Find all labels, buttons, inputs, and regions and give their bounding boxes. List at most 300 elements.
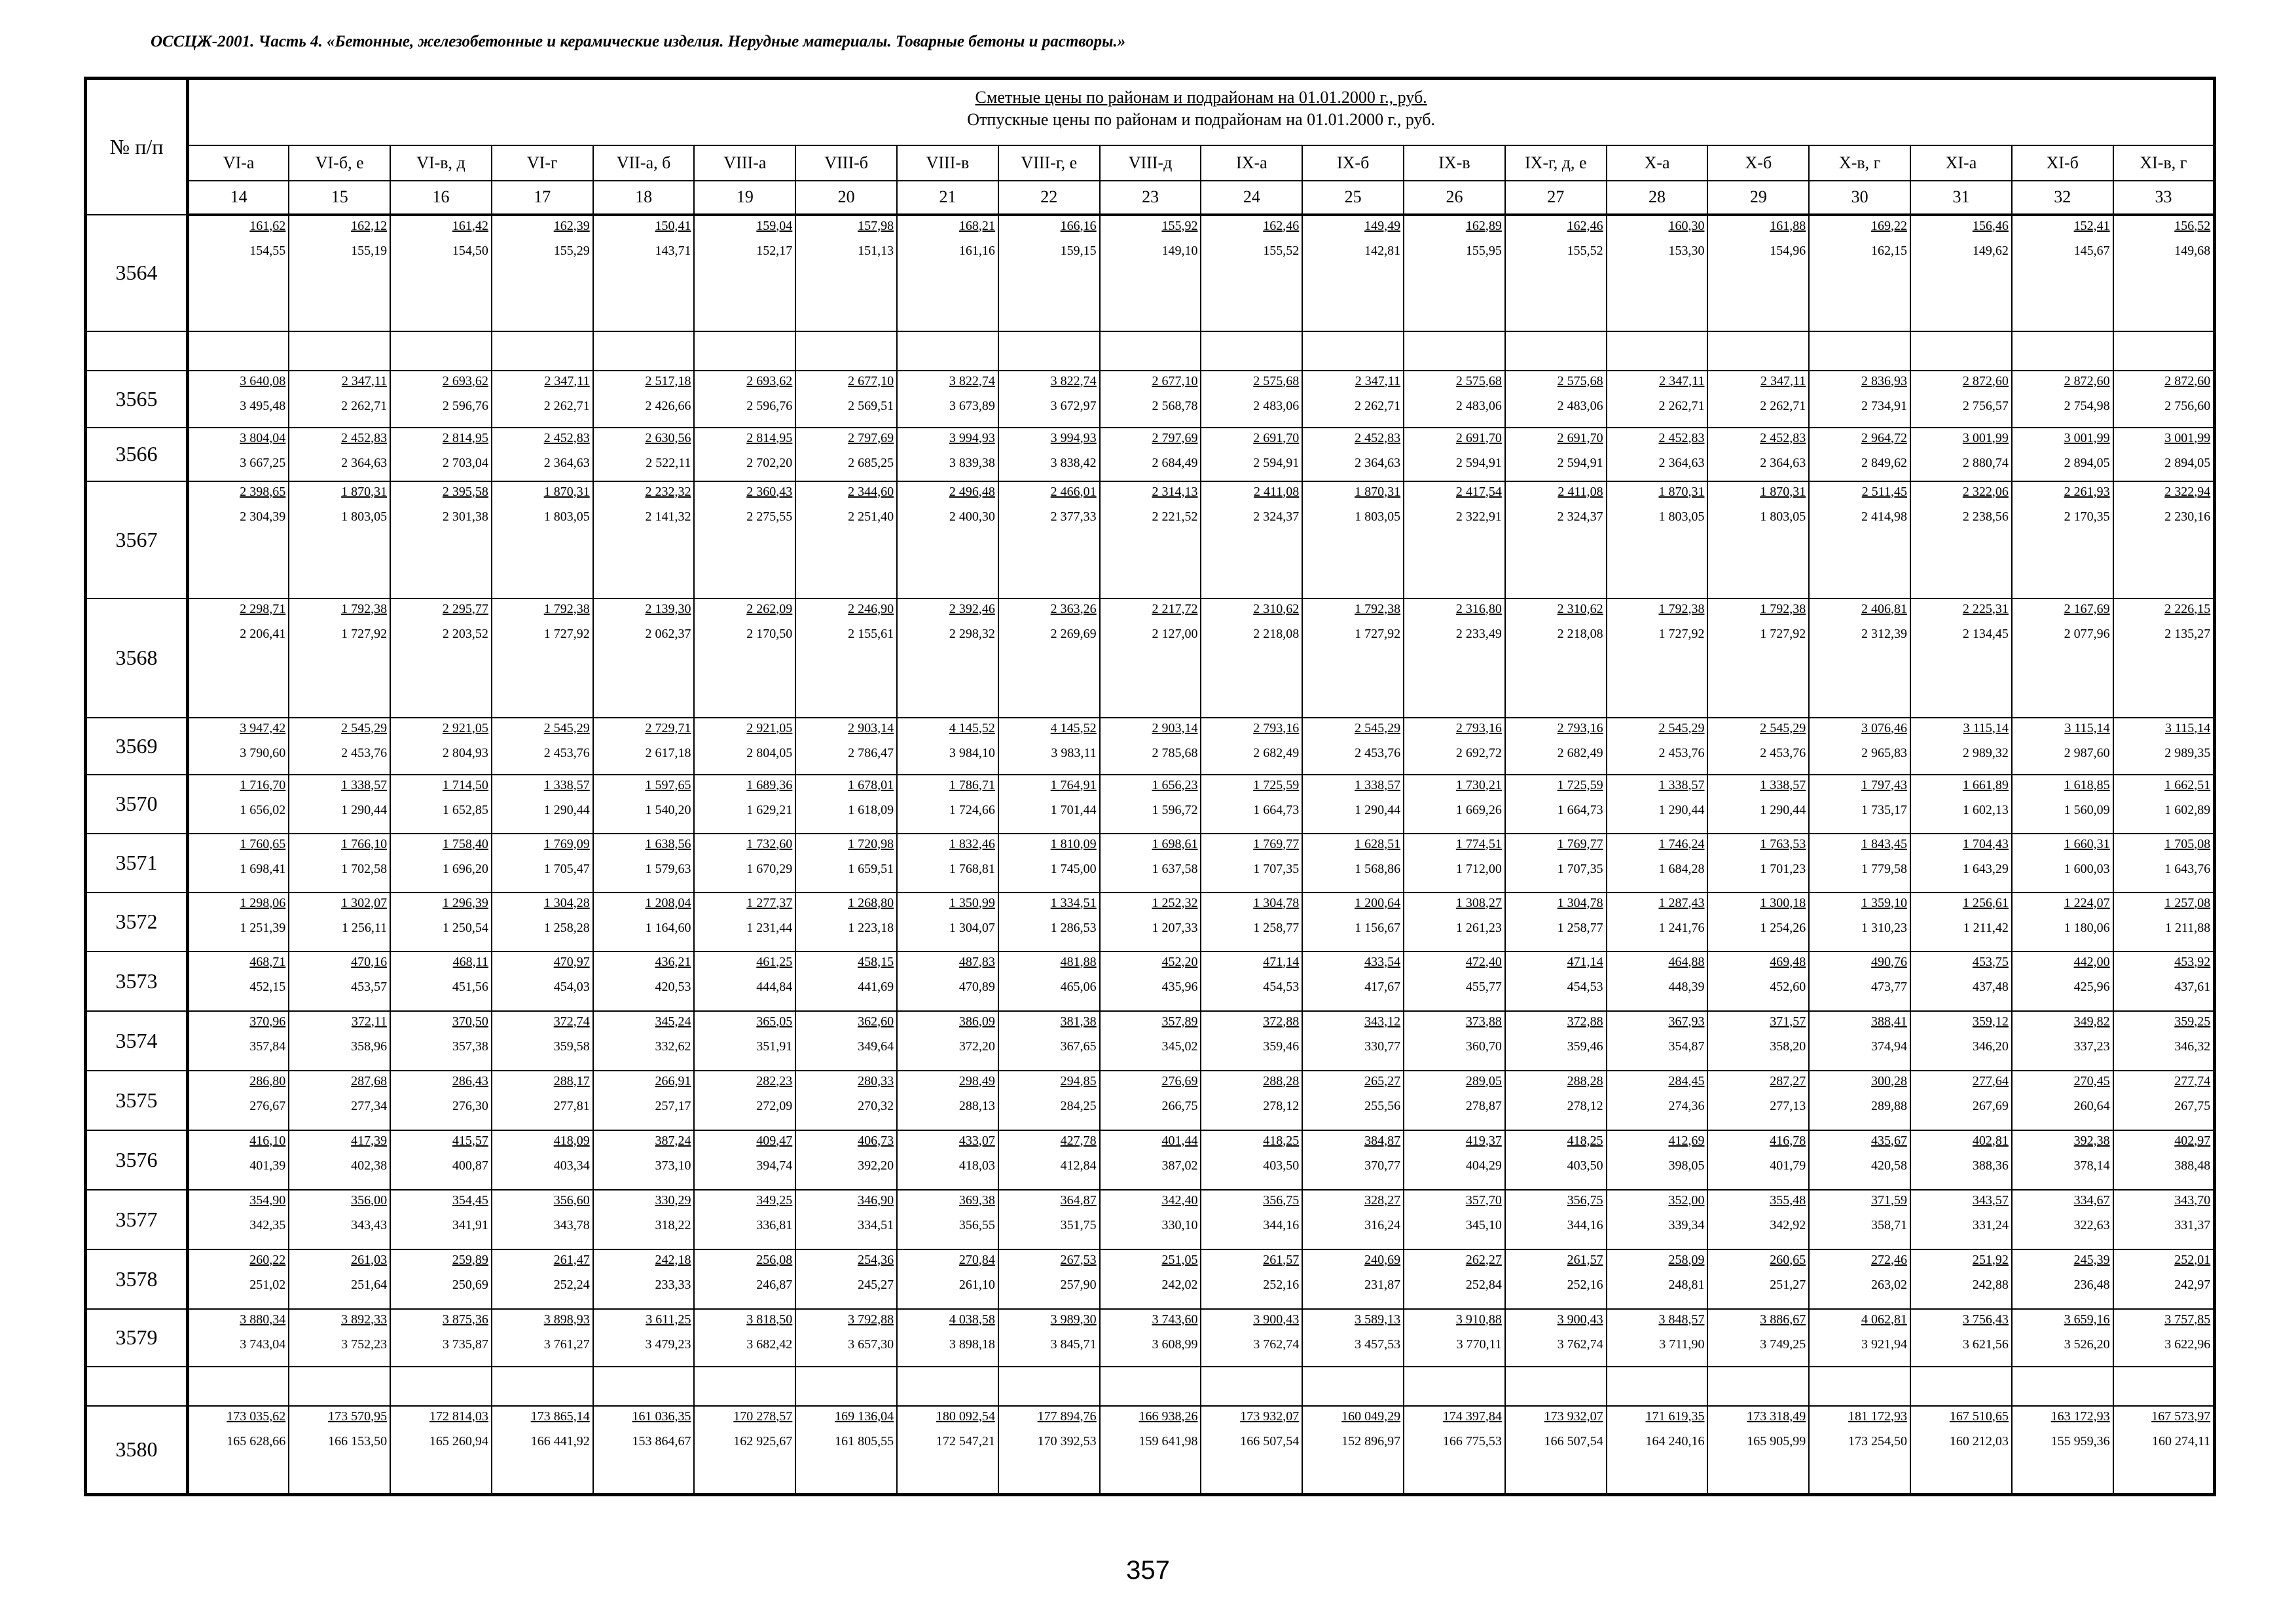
table-row	[86, 428, 2215, 481]
release-price: 392,20	[858, 1158, 894, 1173]
estimated-price: 159,04	[756, 218, 793, 233]
release-price: 2 987,60	[2064, 745, 2110, 760]
release-price: 1 207,33	[1152, 920, 1198, 935]
price-cell	[1201, 599, 1302, 718]
release-price: 3 838,42	[1050, 455, 1097, 470]
price-cell	[1505, 215, 1607, 331]
estimated-price: 3 900,43	[1557, 1312, 1603, 1327]
estimated-price: 286,80	[249, 1073, 286, 1088]
price-cell	[1404, 1130, 1505, 1190]
price-cell	[1100, 428, 1201, 481]
estimated-price: 155,92	[1161, 218, 1198, 233]
estimated-price: 1 338,57	[1355, 777, 1401, 792]
row-number: 3573	[86, 951, 188, 1011]
estimated-price: 1 725,59	[1557, 777, 1603, 792]
price-cell	[897, 1130, 998, 1190]
estimated-price: 1 810,09	[1050, 836, 1097, 851]
release-price: 3 622,96	[2164, 1337, 2211, 1352]
release-price: 1 707,35	[1557, 861, 1603, 876]
region-header: X-в, г	[1809, 145, 1910, 181]
price-cell	[1404, 428, 1505, 481]
price-cell	[1910, 1071, 2012, 1130]
release-price: 1 290,44	[1658, 802, 1705, 817]
estimated-price: 343,70	[2174, 1192, 2211, 1208]
estimated-price: 2 793,16	[1455, 720, 1502, 735]
release-price: 3 735,87	[442, 1337, 488, 1352]
estimated-price: 1 656,23	[1152, 777, 1198, 792]
release-price: 1 258,28	[543, 920, 590, 935]
estimated-price: 172 814,03	[429, 1409, 488, 1424]
release-price: 1 540,20	[645, 802, 691, 817]
estimated-price: 370,50	[452, 1014, 488, 1029]
release-price: 288,13	[958, 1098, 995, 1113]
release-price: 242,02	[1161, 1277, 1198, 1292]
release-price: 3 770,11	[1456, 1337, 1502, 1352]
estimated-price: 2 575,68	[1455, 373, 1502, 388]
release-price: 373,10	[655, 1158, 691, 1173]
price-cell	[795, 1190, 897, 1249]
release-price: 2 880,74	[1962, 455, 2009, 470]
estimated-price: 402,97	[2174, 1133, 2211, 1148]
price-cell	[1201, 1011, 1302, 1071]
price-cell	[1809, 215, 1910, 331]
release-price: 3 984,10	[949, 745, 995, 760]
estimated-price: 2 797,69	[848, 430, 894, 445]
estimated-price: 2 322,94	[2164, 484, 2211, 499]
estimated-price: 372,88	[1263, 1014, 1300, 1029]
region-header: IX-а	[1201, 145, 1302, 181]
row-number: 3574	[86, 1011, 188, 1071]
estimated-price: 287,27	[1770, 1073, 1806, 1088]
release-price: 152 896,97	[1341, 1433, 1401, 1449]
price-cell	[2113, 371, 2215, 428]
estimated-price: 416,10	[249, 1133, 286, 1148]
release-price: 161,16	[958, 243, 995, 258]
price-cell	[2113, 951, 2215, 1011]
empty-cell	[289, 1367, 390, 1406]
release-price: 2 322,91	[1455, 509, 1502, 524]
release-price: 1 602,89	[2164, 802, 2211, 817]
table-row	[86, 1011, 2215, 1071]
estimated-price: 298,49	[958, 1073, 995, 1088]
estimated-price: 289,05	[1465, 1073, 1502, 1088]
estimated-price: 453,92	[2174, 954, 2211, 969]
release-price: 346,20	[1972, 1039, 2009, 1054]
release-price: 1 211,88	[2164, 920, 2211, 935]
price-cell	[492, 599, 593, 718]
price-cell	[1404, 1011, 1505, 1071]
price-cell	[1302, 599, 1404, 718]
price-cell	[390, 599, 492, 718]
price-cell	[492, 1071, 593, 1130]
estimated-price: 3 900,43	[1253, 1312, 1300, 1327]
price-cell	[2012, 428, 2113, 481]
release-price: 159 641,98	[1139, 1433, 1198, 1449]
estimated-price: 2 262,09	[746, 601, 793, 616]
estimated-price: 2 232,32	[645, 484, 691, 499]
table-row	[86, 951, 2215, 1011]
release-price: 1 659,51	[848, 861, 894, 876]
release-price: 2 682,49	[1557, 745, 1603, 760]
estimated-price: 470,97	[553, 954, 590, 969]
price-cell	[390, 1011, 492, 1071]
release-price: 2 077,96	[2064, 626, 2110, 641]
release-price: 2 364,63	[1760, 455, 1806, 470]
release-price: 412,84	[1060, 1158, 1097, 1173]
estimated-price: 162,89	[1465, 218, 1502, 233]
estimated-price: 349,82	[2073, 1014, 2110, 1029]
release-price: 3 983,11	[1051, 745, 1097, 760]
price-cell	[1100, 1011, 1201, 1071]
estimated-price: 1 597,65	[645, 777, 691, 792]
price-cell	[1910, 718, 2012, 775]
estimated-price: 170 278,57	[733, 1409, 793, 1424]
estimated-price: 1 792,38	[1760, 601, 1806, 616]
estimated-price: 2 545,29	[1658, 720, 1705, 735]
release-price: 165 260,94	[429, 1433, 488, 1449]
release-price: 2 594,91	[1253, 455, 1300, 470]
table-row	[86, 371, 2215, 428]
release-price: 166 775,53	[1442, 1433, 1502, 1449]
row-number: 3571	[86, 834, 188, 893]
price-cell	[1910, 951, 2012, 1011]
estimated-price: 1 720,98	[848, 836, 894, 851]
estimated-price: 1 870,31	[1355, 484, 1401, 499]
release-price: 1 779,58	[1861, 861, 1908, 876]
release-price: 1 696,20	[442, 861, 488, 876]
release-price: 331,37	[2174, 1217, 2211, 1232]
estimated-price: 2 411,08	[1254, 484, 1300, 499]
release-price: 153,30	[1668, 243, 1705, 258]
estimated-price: 469,48	[1770, 954, 1806, 969]
empty-cell	[1100, 1367, 1201, 1406]
release-price: 316,24	[1364, 1217, 1401, 1232]
release-price: 2 453,76	[1355, 745, 1401, 760]
release-price: 270,32	[858, 1098, 894, 1113]
table-row	[86, 718, 2215, 775]
estimated-price: 433,07	[958, 1133, 995, 1148]
price-cell	[390, 1190, 492, 1249]
estimated-price: 3 994,93	[1050, 430, 1097, 445]
release-price: 336,81	[756, 1217, 793, 1232]
price-cell	[1404, 599, 1505, 718]
price-cell	[1707, 1011, 1809, 1071]
estimated-price: 417,39	[351, 1133, 388, 1148]
price-cell	[795, 1249, 897, 1309]
price-cell	[1505, 834, 1607, 893]
estimated-price: 276,69	[1161, 1073, 1198, 1088]
estimated-price: 1 792,38	[1658, 601, 1705, 616]
release-price: 1 600,03	[2064, 861, 2110, 876]
release-price: 1 637,58	[1152, 861, 1198, 876]
estimated-price: 277,74	[2174, 1073, 2211, 1088]
price-cell	[390, 718, 492, 775]
estimated-price: 1 732,60	[746, 836, 793, 851]
empty-cell	[593, 331, 695, 371]
estimated-price: 369,38	[958, 1192, 995, 1208]
estimated-price: 1 298,06	[240, 895, 286, 910]
release-price: 242,97	[2174, 1277, 2211, 1292]
release-price: 2 453,76	[341, 745, 388, 760]
price-cell	[1201, 1249, 1302, 1309]
price-cell	[492, 481, 593, 599]
estimated-price: 1 304,28	[543, 895, 590, 910]
release-price: 2 262,71	[1355, 398, 1401, 413]
release-price: 339,34	[1668, 1217, 1705, 1232]
release-price: 277,13	[1770, 1098, 1806, 1113]
estimated-price: 2 261,93	[2064, 484, 2110, 499]
release-price: 2 989,35	[2164, 745, 2211, 760]
region-header: X-а	[1607, 145, 1708, 181]
price-cell	[998, 1071, 1100, 1130]
estimated-price: 162,46	[1567, 218, 1603, 233]
release-price: 154,96	[1770, 243, 1806, 258]
release-price: 3 743,04	[240, 1337, 286, 1352]
price-cell	[1809, 775, 1910, 834]
price-cell	[2113, 215, 2215, 331]
price-cell	[1707, 1130, 1809, 1190]
release-price: 2 703,04	[442, 455, 488, 470]
price-cell	[998, 1130, 1100, 1190]
region-header: VIII-в	[897, 145, 998, 181]
estimated-price: 4 145,52	[1050, 720, 1097, 735]
price-cell	[289, 428, 390, 481]
release-price: 454,53	[1263, 979, 1300, 994]
price-cell	[1302, 718, 1404, 775]
price-cell	[1201, 1130, 1302, 1190]
estimated-price: 288,28	[1567, 1073, 1603, 1088]
release-price: 2 894,05	[2064, 455, 2110, 470]
price-cell	[694, 1309, 795, 1367]
price-cell	[694, 1071, 795, 1130]
release-price: 166 507,54	[1240, 1433, 1300, 1449]
price-cell	[2012, 951, 2113, 1011]
price-cell	[1201, 834, 1302, 893]
release-price: 155,95	[1465, 243, 1502, 258]
price-cell	[2012, 1190, 2113, 1249]
price-cell	[1809, 834, 1910, 893]
table-row	[86, 1249, 2215, 1309]
price-cell	[1505, 775, 1607, 834]
release-price: 1 803,05	[341, 509, 388, 524]
estimated-price: 160 049,29	[1341, 1409, 1401, 1424]
release-price: 2 170,35	[2064, 509, 2110, 524]
release-price: 3 921,94	[1861, 1337, 1908, 1352]
estimated-price: 436,21	[655, 954, 691, 969]
release-price: 2 218,08	[1557, 626, 1603, 641]
release-price: 1 652,85	[442, 802, 488, 817]
estimated-price: 166 938,26	[1139, 1409, 1198, 1424]
empty-cell	[795, 1367, 897, 1406]
release-price: 149,68	[2174, 243, 2211, 258]
table-row	[86, 775, 2215, 834]
estimated-price: 173 932,07	[1240, 1409, 1300, 1424]
release-price: 277,34	[351, 1098, 388, 1113]
release-price: 473,77	[1871, 979, 1908, 994]
price-cell	[492, 893, 593, 951]
estimated-price: 287,68	[351, 1073, 388, 1088]
estimated-price: 3 001,99	[2064, 430, 2110, 445]
estimated-price: 168,21	[958, 218, 995, 233]
estimated-price: 409,47	[756, 1133, 793, 1148]
estimated-price: 1 302,07	[341, 895, 388, 910]
price-cell	[1302, 215, 1404, 331]
num-column-header: № п/п	[86, 79, 188, 215]
price-cell	[998, 834, 1100, 893]
estimated-price: 3 001,99	[2164, 430, 2211, 445]
price-cell	[1809, 1130, 1910, 1190]
price-cell	[1302, 1309, 1404, 1367]
release-price: 360,70	[1465, 1039, 1502, 1054]
estimated-price: 2 139,30	[645, 601, 691, 616]
release-price: 2 233,49	[1455, 626, 1502, 641]
estimated-price: 2 225,31	[1962, 601, 2009, 616]
estimated-price: 3 818,50	[746, 1312, 793, 1327]
estimated-price: 371,59	[1871, 1192, 1908, 1208]
release-price: 3 457,53	[1355, 1337, 1401, 1352]
price-cell	[998, 599, 1100, 718]
price-cell	[1201, 215, 1302, 331]
price-cell	[188, 599, 289, 718]
release-price: 143,71	[655, 243, 691, 258]
release-price: 250,69	[452, 1277, 488, 1292]
release-price: 155,52	[1567, 243, 1603, 258]
price-cell	[1910, 1130, 2012, 1190]
estimated-price: 1 763,53	[1760, 836, 1806, 851]
price-cell	[694, 1011, 795, 1071]
estimated-price: 160,30	[1668, 218, 1705, 233]
release-price: 3 761,27	[543, 1337, 590, 1352]
estimated-price: 328,27	[1364, 1192, 1401, 1208]
price-cell	[1302, 775, 1404, 834]
release-price: 372,20	[958, 1039, 995, 1054]
estimated-price: 356,00	[351, 1192, 388, 1208]
price-cell	[1809, 599, 1910, 718]
release-price: 252,16	[1263, 1277, 1300, 1292]
estimated-price: 490,76	[1871, 954, 1908, 969]
estimated-price: 1 678,01	[848, 777, 894, 792]
estimated-price: 2 411,08	[1558, 484, 1603, 499]
price-cell	[1404, 893, 1505, 951]
table-row	[86, 599, 2215, 718]
release-price: 2 786,47	[848, 745, 894, 760]
estimated-price: 288,28	[1263, 1073, 1300, 1088]
release-price: 261,10	[958, 1277, 995, 1292]
price-cell	[1809, 718, 1910, 775]
price-cell	[1707, 775, 1809, 834]
estimated-price: 371,57	[1770, 1014, 1806, 1029]
price-cell	[1201, 951, 1302, 1011]
estimated-price: 1 704,43	[1962, 836, 2009, 851]
price-cell	[1809, 893, 1910, 951]
price-cell	[2012, 1130, 2113, 1190]
estimated-price: 270,84	[958, 1252, 995, 1267]
release-price: 161 805,55	[835, 1433, 894, 1449]
estimated-price: 1 257,08	[2164, 895, 2211, 910]
estimated-price: 2 693,62	[746, 373, 793, 388]
price-cell	[390, 1249, 492, 1309]
price-cell	[593, 1406, 695, 1495]
price-cell	[289, 1249, 390, 1309]
release-price: 257,17	[655, 1098, 691, 1113]
price-cell	[1201, 1309, 1302, 1367]
release-price: 1 702,58	[341, 861, 388, 876]
empty-cell	[1707, 331, 1809, 371]
estimated-price: 2 347,11	[341, 373, 388, 388]
release-price: 453,57	[351, 979, 388, 994]
release-price: 1 712,00	[1455, 861, 1502, 876]
release-price: 425,96	[2073, 979, 2110, 994]
price-cell	[998, 428, 1100, 481]
estimated-price: 1 764,91	[1050, 777, 1097, 792]
estimated-price: 252,01	[2174, 1252, 2211, 1267]
price-cell	[1707, 1190, 1809, 1249]
estimated-price: 161 036,35	[632, 1409, 691, 1424]
region-header: VI-б, е	[289, 145, 390, 181]
estimated-price: 300,28	[1871, 1073, 1908, 1088]
estimated-price: 3 898,93	[543, 1312, 590, 1327]
price-cell	[1809, 481, 1910, 599]
price-cell	[1404, 718, 1505, 775]
price-cell	[1809, 1249, 1910, 1309]
row-number: 3577	[86, 1190, 188, 1249]
estimated-price: 2 677,10	[1152, 373, 1198, 388]
price-cell	[897, 1249, 998, 1309]
release-price: 2 692,72	[1455, 745, 1502, 760]
release-price: 2 617,18	[645, 745, 691, 760]
estimated-price: 2 452,83	[1658, 430, 1705, 445]
release-price: 2 170,50	[746, 626, 793, 641]
price-cell	[1100, 371, 1201, 428]
price-cell	[593, 1190, 695, 1249]
release-price: 165 628,66	[227, 1433, 286, 1449]
price-cell	[188, 1011, 289, 1071]
price-cell	[998, 1190, 1100, 1249]
column-number: 22	[998, 181, 1100, 215]
estimated-price: 471,14	[1263, 954, 1300, 969]
estimated-price: 3 989,30	[1050, 1312, 1097, 1327]
spacer-row	[86, 331, 2215, 371]
release-price: 274,36	[1668, 1098, 1705, 1113]
price-cell	[1100, 834, 1201, 893]
estimated-price: 166,16	[1060, 218, 1097, 233]
price-cell	[2012, 1011, 2113, 1071]
estimated-price: 418,25	[1263, 1133, 1300, 1148]
price-cell	[795, 371, 897, 428]
price-cell	[289, 893, 390, 951]
empty-cell	[2113, 1367, 2215, 1406]
column-number: 14	[188, 181, 289, 215]
price-cell	[2113, 893, 2215, 951]
release-price: 358,71	[1871, 1217, 1908, 1232]
price-cell	[1404, 371, 1505, 428]
row-number	[86, 331, 188, 371]
estimated-price: 1 256,61	[1962, 895, 2009, 910]
estimated-price: 345,24	[655, 1014, 691, 1029]
release-price: 3 749,25	[1760, 1337, 1806, 1352]
row-number: 3580	[86, 1406, 188, 1495]
release-price: 2 483,06	[1455, 398, 1502, 413]
estimated-price: 156,52	[2174, 218, 2211, 233]
estimated-price: 2 575,68	[1557, 373, 1603, 388]
estimated-price: 4 038,58	[949, 1312, 995, 1327]
estimated-price: 1 716,70	[240, 777, 286, 792]
price-cell	[1505, 718, 1607, 775]
release-price: 2 141,32	[645, 509, 691, 524]
estimated-price: 1 870,31	[1658, 484, 1705, 499]
price-cell	[1404, 481, 1505, 599]
empty-cell	[492, 1367, 593, 1406]
